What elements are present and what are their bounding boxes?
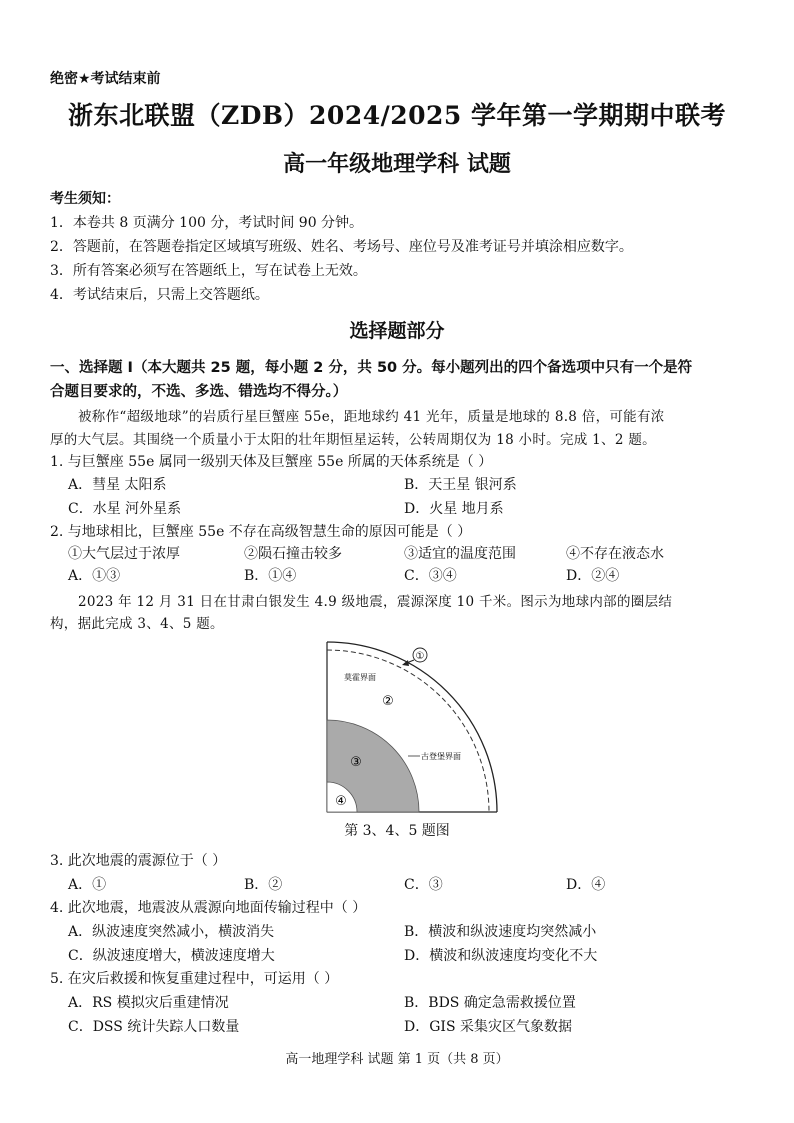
moho-label: 莫霍界面 (344, 673, 376, 682)
q3-option-b[interactable]: B．② (244, 877, 283, 893)
q1-option-d[interactable]: D．火星 地月系 (404, 501, 504, 517)
confidential-mark: 绝密★考试结束前 (50, 71, 161, 87)
notice-item: 3．所有答案必须写在答题纸上，写在试卷上无效。 (50, 263, 367, 279)
question-2-stem: 2. 与地球相比，巨蟹座 55e 不存在高级智慧生命的原因可能是（ ） (50, 524, 472, 540)
q4-option-c[interactable]: C．纵波速度增大，横波速度增大 (68, 948, 275, 964)
q2-statement-3: ③适宜的温度范围 (404, 546, 516, 562)
notice-heading: 考生须知： (50, 191, 120, 207)
q2-option-a[interactable]: A．①③ (68, 568, 121, 584)
q4-option-a[interactable]: A．纵波速度突然减小，横波消失 (68, 924, 275, 940)
notice-item: 2．答题前，在答题卷指定区域填写班级、姓名、考场号、座位号及准考证号并填涂相应数字。 (50, 239, 633, 255)
q1-option-c[interactable]: C．水星 河外星系 (68, 501, 182, 517)
passage-1: 被称作“超级地球”的岩质行星巨蟹座 55e，距地球约 41 光年，质量是地球的 8.8 倍，可能有浓 (78, 409, 665, 425)
mark-4: ④ (335, 794, 347, 809)
gutenberg-label: 古登堡界面 (421, 752, 461, 761)
q3-option-a[interactable]: A．① (68, 877, 107, 893)
q5-option-a[interactable]: A．RS 模拟灾后重建情况 (68, 995, 229, 1011)
mark-3: ③ (350, 755, 362, 770)
exam-subtitle: 高一年级地理学科 试题 (283, 152, 511, 177)
q3-option-d[interactable]: D．④ (566, 877, 606, 893)
figure-caption: 第 3、4、5 题图 (344, 823, 450, 839)
q4-option-b[interactable]: B．横波和纵波速度均突然减小 (404, 924, 597, 940)
passage-2: 2023 年 12 月 31 日在甘肃白银发生 4.9 级地震，震源深度 10 千米。图示为地球内部的圈层结 (78, 594, 673, 610)
q2-option-c[interactable]: C．③④ (404, 568, 457, 584)
exam-title: 浙东北联盟（ZDB）2024/2025 学年第一学期期中联考 (67, 101, 727, 130)
q5-option-b[interactable]: B．BDS 确定急需救援位置 (404, 995, 576, 1011)
passage-2-cont: 构，据此完成 3、4、5 题。 (50, 616, 224, 632)
mark-2: ② (382, 694, 394, 709)
earth-interior-figure (320, 638, 520, 816)
notice-item: 1．本卷共 8 页满分 100 分，考试时间 90 分钟。 (50, 215, 364, 231)
page-footer: 高一地理学科 试题 第 1 页（共 8 页） (285, 1052, 509, 1067)
q2-statement-1: ①大气层过于浓厚 (68, 546, 180, 562)
q5-option-d[interactable]: D．GIS 采集灾区气象数据 (404, 1019, 572, 1035)
part1-heading: 一、选择题 I（本大题共 25 题，每小题 2 分，共 50 分。每小题列出的四个备选项中只有一个是符 (50, 360, 693, 376)
section-title: 选择题部分 (349, 320, 445, 342)
mark-1: ① (415, 651, 425, 662)
question-3-stem: 3. 此次地震的震源位于（ ） (50, 853, 227, 869)
question-5-stem: 5. 在灾后救援和恢复重建过程中，可运用（ ） (50, 971, 339, 987)
q2-option-d[interactable]: D．②④ (566, 568, 620, 584)
question-1-stem: 1. 与巨蟹座 55e 属同一级别天体及巨蟹座 55e 所属的天体系统是（ ） (50, 454, 493, 470)
q1-option-a[interactable]: A．彗星 太阳系 (68, 477, 167, 493)
q2-statement-4: ④不存在液态水 (566, 546, 664, 562)
notice-item: 4．考试结束后，只需上交答题纸。 (50, 287, 269, 303)
q4-option-d[interactable]: D．横波和纵波速度均变化不大 (404, 948, 598, 964)
q3-option-c[interactable]: C．③ (404, 877, 443, 893)
passage-1-cont: 厚的大气层。其围绕一个质量小于太阳的壮年期恒星运转，公转周期仅为 18 小时。完成 1、2 题。 (50, 432, 656, 448)
q2-option-b[interactable]: B．①④ (244, 568, 297, 584)
q2-statement-2: ②陨石撞击较多 (244, 546, 342, 562)
part1-heading-cont: 合题目要求的，不选、多选、错选均不得分。） (50, 384, 348, 400)
question-4-stem: 4. 此次地震，地震波从震源向地面传输过程中（ ） (50, 900, 367, 916)
q1-option-b[interactable]: B．天王星 银河系 (404, 477, 517, 493)
q5-option-c[interactable]: C．DSS 统计失踪人口数量 (68, 1019, 240, 1035)
